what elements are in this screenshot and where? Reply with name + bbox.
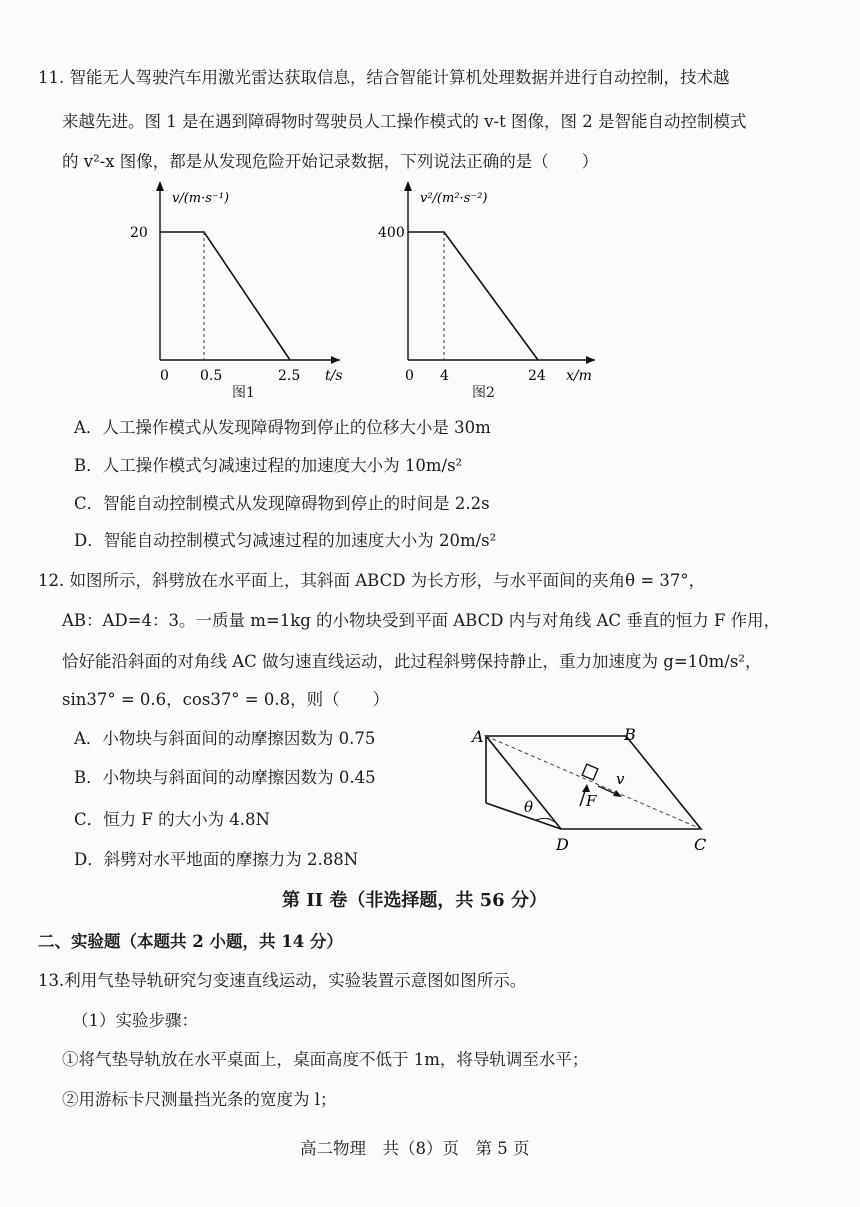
figure-2-v2x-graph [378, 175, 620, 395]
q12-line4: sin37° = 0.6，cos37° = 0.8，则（ ） [62, 690, 390, 709]
label-theta: θ [524, 798, 534, 816]
graph2-origin: 0 [405, 368, 414, 384]
label-c: C [694, 835, 707, 854]
q11-option-d: D．智能自动控制模式匀减速过程的加速度大小为 20m/s² [74, 531, 497, 550]
label-v: v [616, 770, 625, 788]
q13-line1: 13.利用气垫导轨研究匀变速直线运动，实验装置示意图如图所示。 [38, 971, 527, 990]
q11-option-c: C．智能自动控制模式从发现障碍物到停止的时间是 2.2s [74, 494, 490, 513]
q13-line2: （1）实验步骤： [72, 1011, 198, 1030]
graph1-ytick: 20 [130, 225, 148, 241]
q12-option-b: B．小物块与斜面间的动摩擦因数为 0.45 [74, 768, 376, 787]
part2-title: 第 II 卷（非选择题，共 56 分） [282, 890, 547, 911]
graph2-ylabel: v²/(m²·s⁻²) [420, 191, 488, 206]
label-f: F [586, 792, 597, 810]
q11-option-a: A．人工操作模式从发现障碍物到停止的位移大小是 30m [74, 418, 491, 437]
graph1-ylabel: v/(m·s⁻¹) [172, 191, 230, 206]
q12-line2: AB：AD=4：3。一质量 m=1kg 的小物块受到平面 ABCD 内与对角线 AC 垂直的恒力 F 作用， [62, 611, 781, 630]
q12-line1: 12. 如图所示，斜劈放在水平面上，其斜面 ABCD 为长方形，与水平面间的夹角θ = 37°， [38, 571, 706, 590]
label-b: B [624, 725, 636, 744]
page-footer: 高二物理 共（8）页 第 5 页 [300, 1139, 530, 1158]
q13-line3: ①将气垫导轨放在水平桌面上，桌面高度不低于 1m，将导轨调至水平； [62, 1050, 589, 1069]
graph2-caption: 图2 [472, 385, 495, 401]
label-a: A [472, 727, 484, 746]
graph2-xtick1: 4 [440, 368, 449, 384]
q11-option-b: B．人工操作模式匀减速过程的加速度大小为 10m/s² [74, 456, 463, 475]
graph2-ytick: 400 [378, 225, 405, 241]
q11-line1: 11. 智能无人驾驶汽车用激光雷达获取信息，结合智能计算机处理数据并进行自动控制，技术越 [38, 68, 730, 87]
section2-title: 二、实验题（本题共 2 小题，共 14 分） [38, 932, 343, 951]
wedge-figure [466, 726, 726, 856]
q13-line4: ②用游标卡尺测量挡光条的宽度为 l； [62, 1090, 337, 1109]
graph1-caption: 图1 [232, 385, 255, 401]
graph1-xlabel: t/s [325, 368, 343, 384]
graph1-xtick2: 2.5 [278, 368, 301, 384]
q12-option-d: D．斜劈对水平地面的摩擦力为 2.88N [74, 850, 359, 869]
label-d: D [556, 835, 569, 854]
graph2-xlabel: x/m [566, 368, 592, 384]
q11-line3: 的 v²-x 图像，都是从发现危险开始记录数据，下列说法正确的是（ ） [62, 152, 599, 171]
q12-option-a: A．小物块与斜面间的动摩擦因数为 0.75 [74, 729, 376, 748]
figure-1-vt-graph [130, 175, 360, 395]
graph1-origin: 0 [160, 368, 169, 384]
q12-line3: 恰好能沿斜面的对角线 AC 做匀速直线运动，此过程斜劈保持静止，重力加速度为 g=10m/s²， [62, 652, 762, 671]
graph2-xtick2: 24 [528, 368, 546, 384]
q11-line2: 来越先进。图 1 是在遇到障碍物时驾驶员人工操作模式的 v-t 图像，图 2 是智能自动控制模式 [62, 112, 747, 131]
graph1-xtick1: 0.5 [200, 368, 223, 384]
q12-option-c: C．恒力 F 的大小为 4.8N [74, 810, 270, 829]
